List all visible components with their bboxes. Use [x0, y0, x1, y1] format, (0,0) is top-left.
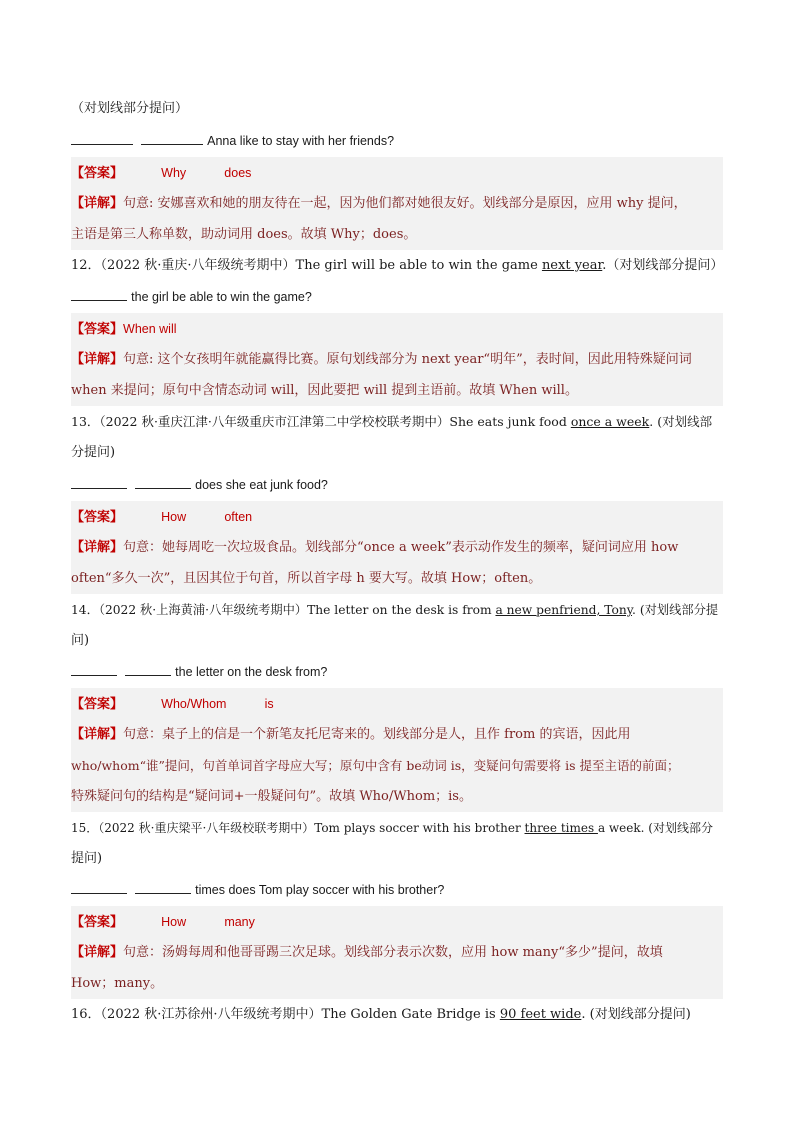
q11-answer: 【答案】 Why does: [71, 166, 252, 181]
q13-stem: 13．（2022 秋·重庆江津·八年级重庆市江津第二中学校校联考期中）She eats junk food once a week. (对划线部: [71, 414, 713, 429]
q11-detail-line2: 主语是第三人称单数，助动词用 does。故填 Why；does。: [71, 227, 417, 242]
answer-blank: [125, 662, 171, 676]
q12-question: the girl be able to win the game?: [71, 287, 723, 308]
answer-blank: [71, 287, 127, 301]
q14-stem: 14．（2022 秋·上海黄浦·八年级统考期中）The letter on the desk is from a new penfriend, Tony. (对划线部分提: [71, 603, 719, 617]
answer-blank: [71, 131, 133, 145]
q14-stem-line2: 问): [71, 633, 90, 648]
answer-blank: [141, 131, 203, 145]
q11-note: （对划线部分提问）: [71, 101, 189, 116]
q14-detail-line2: who/whom“谁”提问，句首单词首字母应大写；原句中含有 be动词 is，变疑问句需要将 is 提至主语的前面；: [71, 758, 680, 773]
q14-question: the letter on the desk from?: [71, 662, 723, 683]
q12-detail-line2: when 来提问；原句中含情态动词 will，因此要把 will 提到主语前。故填 When will。: [71, 383, 578, 398]
q11-question: Anna like to stay with her friends?: [71, 131, 723, 152]
q12-stem: 12．（2022 秋·重庆·八年级统考期中）The girl will be able to win the game next year.（对划线部分提问）: [71, 258, 724, 273]
q11-detail: 【详解】句意: 安娜喜欢和她的朋友待在一起，因为他们都对她很友好。划线部分是原因，应用 why 提问，: [71, 196, 687, 211]
q15-stem: 15．（2022 秋·重庆梁平·八年级校联考期中）Tom plays soccer with his brother three times a week. (对划线部分: [71, 821, 713, 835]
q15-answer: 【答案】 How many: [71, 915, 255, 930]
q13-detail: 【详解】句意：她每周吃一次垃圾食品。划线部分“once a week”表示动作发生的频率，疑问词应用 how: [71, 540, 679, 555]
q14-detail: 【详解】句意：桌子上的信是一个新笔友托尼寄来的。划线部分是人，且作 from 的宾语，因此用: [71, 727, 631, 742]
answer-blank: [71, 475, 127, 489]
q13-detail-line2: often“多久一次”，且因其位于句首，所以首字母 h 要大写。故填 How；often。: [71, 571, 542, 586]
q13-question: does she eat junk food?: [71, 475, 723, 496]
q16-stem: 16．（2022 秋·江苏徐州·八年级统考期中）The Golden Gate Bridge is 90 feet wide. (对划线部分提问): [71, 1007, 691, 1022]
q15-question: times does Tom play soccer with his brother?: [71, 880, 723, 901]
q14-answer: 【答案】 Who/Whom is: [71, 697, 274, 712]
q15-detail-line2: How；many。: [71, 976, 164, 991]
answer-blank: [71, 662, 117, 676]
answer-blank: [135, 475, 191, 489]
q13-answer: 【答案】 How often: [71, 510, 253, 525]
q13-stem-line2: 分提问): [71, 445, 116, 460]
q12-detail: 【详解】句意: 这个女孩明年就能赢得比赛。原句划线部分为 next year“明年”，表时间，因此用特殊疑问词: [71, 352, 692, 367]
answer-blank: [135, 880, 191, 894]
q15-stem-line2: 提问): [71, 851, 103, 866]
q12-answer: 【答案】When will: [71, 322, 177, 337]
q15-detail: 【详解】句意：汤姆每周和他哥哥踢三次足球。划线部分表示次数，应用 how many“多少”提问，故填: [71, 945, 663, 960]
answer-blank: [71, 880, 127, 894]
q14-detail-line3: 特殊疑问句的结构是“疑问词+一般疑问句”。故填 Who/Whom；is。: [71, 789, 472, 804]
